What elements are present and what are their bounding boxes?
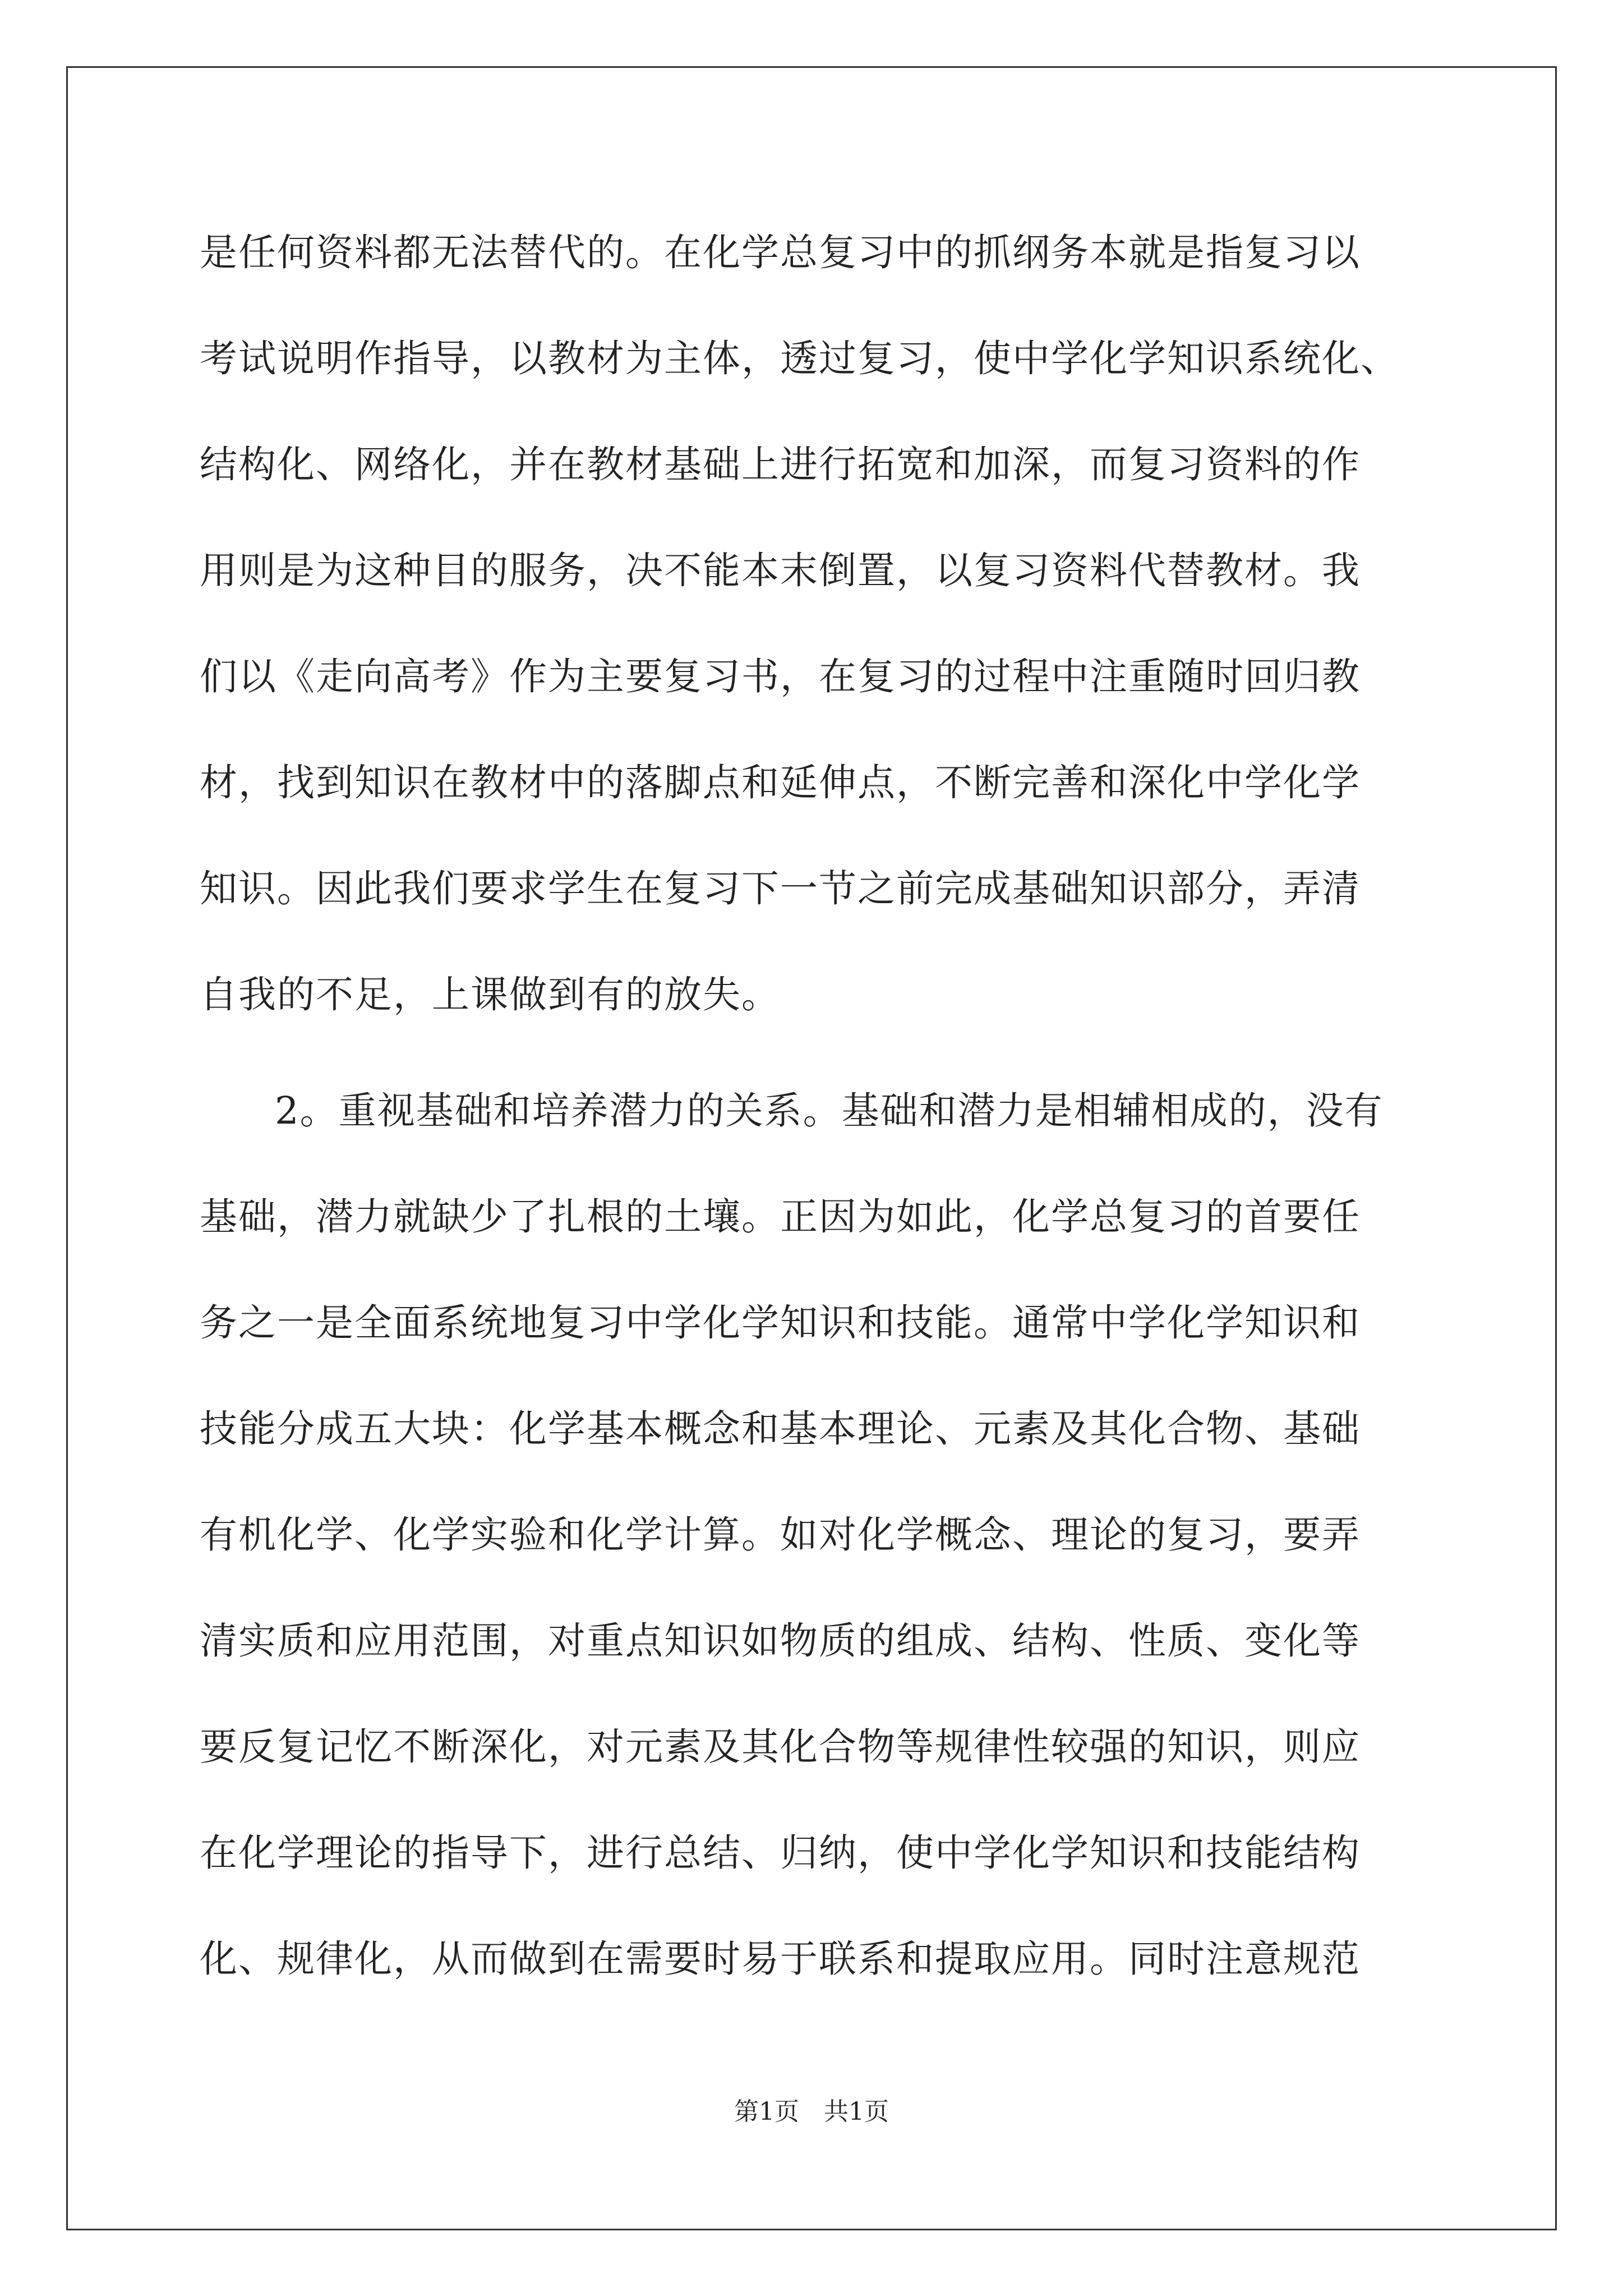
text-line: 技能分成五大块：化学基本概念和基本理论、元素及其化合物、基础 — [200, 1407, 1361, 1451]
text-line: 化、规律化，从而做到在需要时易于联系和提取应用。同时注意规范 — [200, 1937, 1361, 1981]
text-line: 有机化学、化学实验和化学计算。如对化学概念、理论的复习，要弄 — [200, 1513, 1361, 1557]
text-line: 结构化、网络化，并在教材基础上进行拓宽和加深，而复习资料的作 — [200, 443, 1361, 486]
paragraph-1 — [200, 224, 1428, 1073]
text-line: 考试说明作指导，以教材为主体，透过复习，使中学化学知识系统化、 — [200, 337, 1399, 380]
text-line: 知识。因此我们要求学生在复习下一节之前完成基础知识部分，弄清 — [200, 867, 1361, 910]
text-line: 用则是为这种目的服务，决不能本末倒置，以复习资料代替教材。我 — [200, 549, 1361, 592]
paragraph-2 — [200, 1083, 1428, 2037]
text-line: 清实质和应用范围，对重点知识如物质的组成、结构、性质、变化等 — [200, 1619, 1361, 1663]
paragraph-gap — [200, 1073, 1428, 1083]
text-line-first: 2。重视基础和培养潜力的关系。基础和潜力是相辅相成的，没有 — [275, 1089, 1384, 1133]
text-line: 是任何资料都无法替代的。在化学总复习中的抓纲务本就是指复习以 — [200, 231, 1361, 274]
text-line: 基础，潜力就缺少了扎根的土壤。正因为如此，化学总复习的首要任 — [200, 1195, 1361, 1239]
text-line: 务之一是全面系统地复习中学化学知识和技能。通常中学化学知识和 — [200, 1301, 1361, 1345]
text-line: 们以《走向高考》作为主要复习书，在复习的过程中注重随时回归教 — [200, 655, 1361, 698]
document-body — [200, 224, 1428, 2037]
text-line: 在化学理论的指导下，进行总结、归纳，使中学化学知识和技能结构 — [200, 1831, 1361, 1875]
text-line: 自我的不足，上课做到有的放失。 — [200, 973, 780, 1016]
text-line: 材，找到知识在教材中的落脚点和延伸点，不断完善和深化中学化学 — [200, 761, 1361, 804]
text-line: 要反复记忆不断深化，对元素及其化合物等规律性较强的知识，则应 — [200, 1725, 1361, 1769]
page-number-footer: 第1页 共1页 — [734, 2097, 889, 2126]
